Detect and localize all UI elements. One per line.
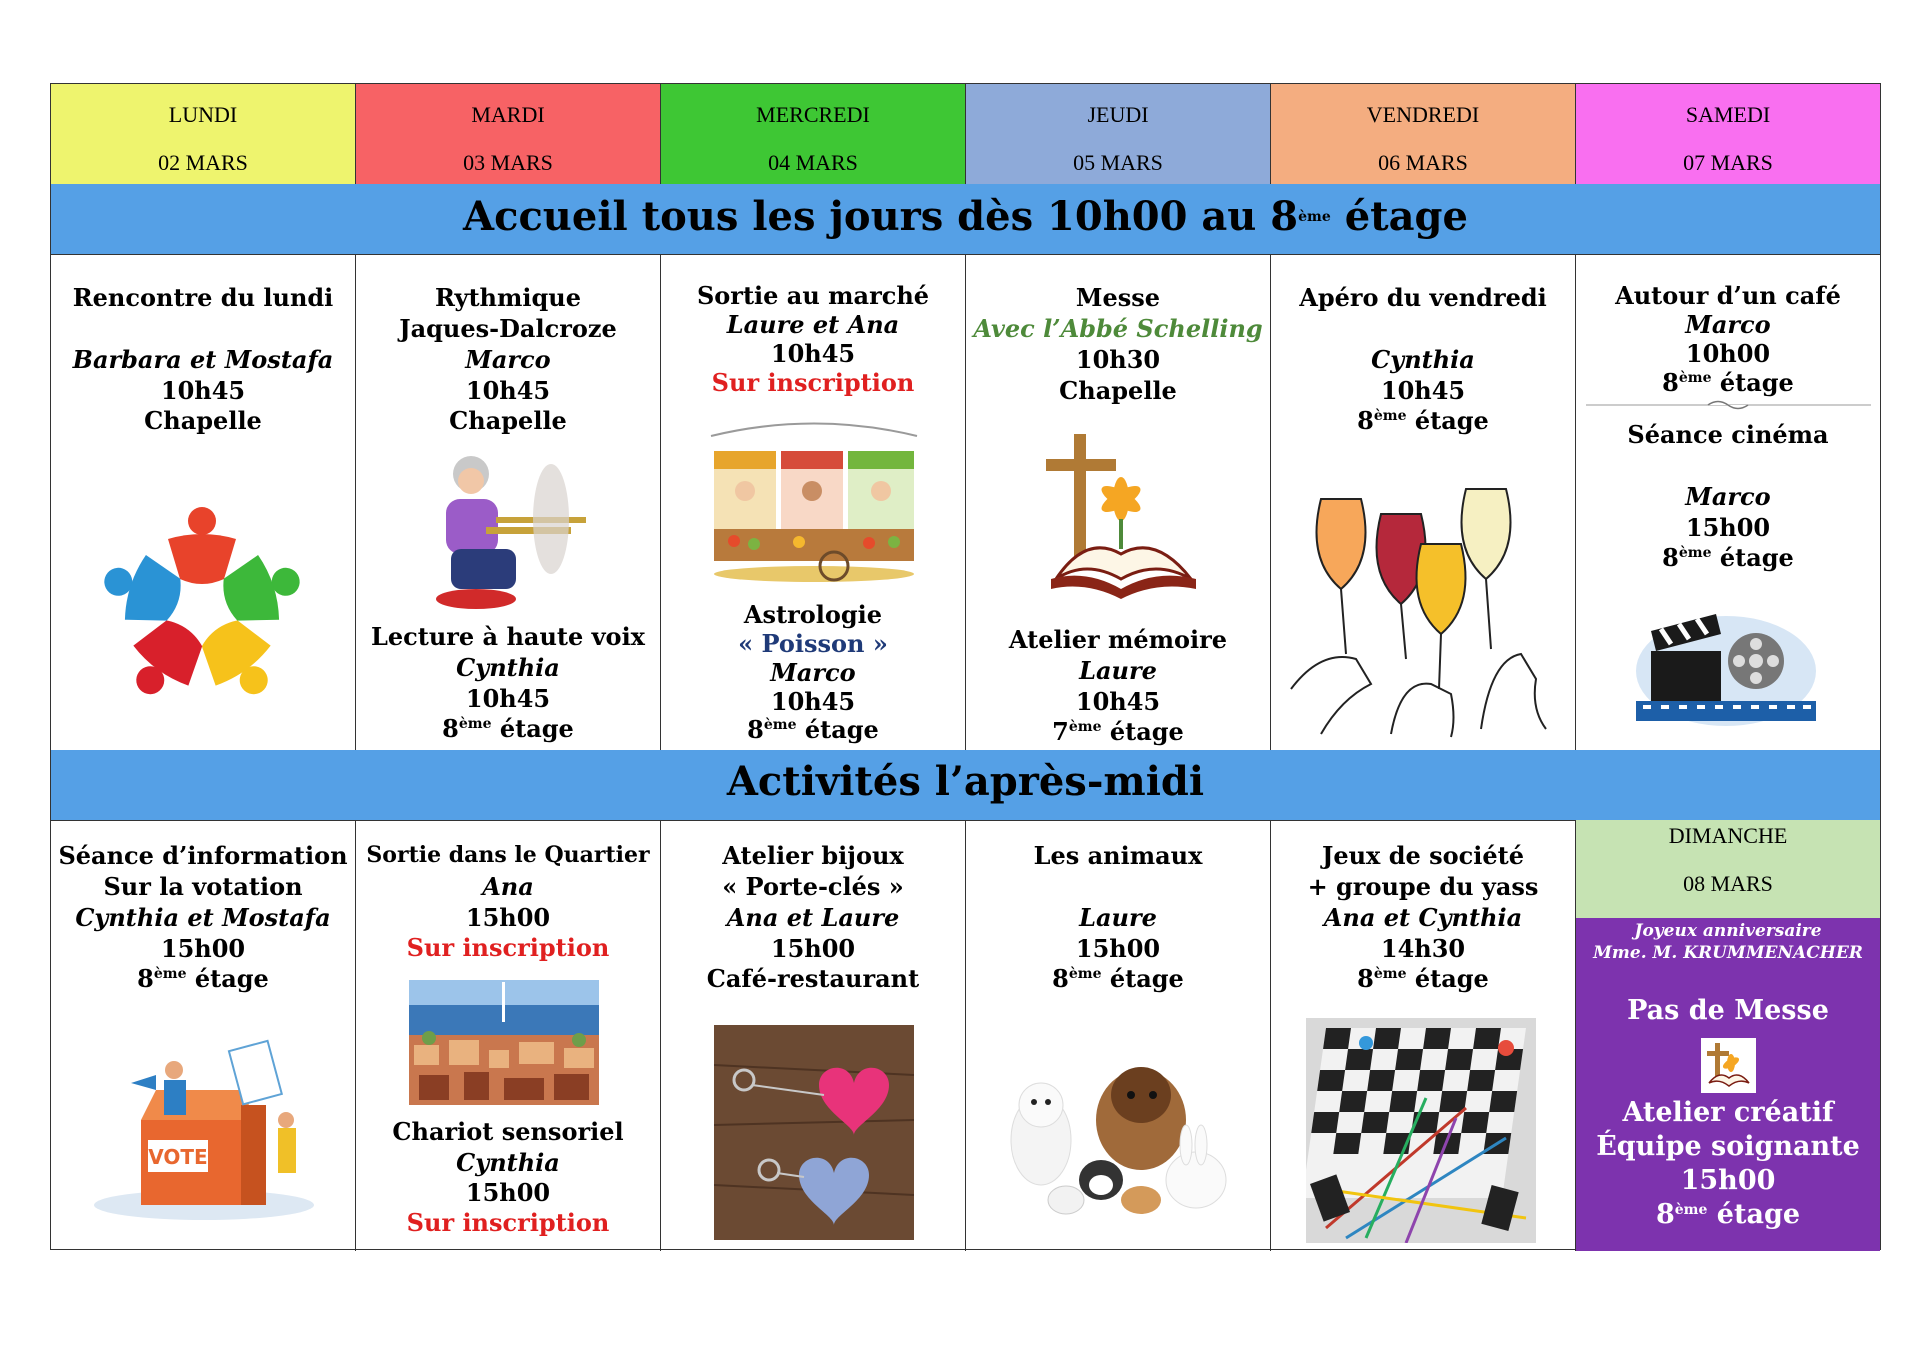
pets-animals-icon xyxy=(1001,1050,1236,1220)
floor-number: 8 xyxy=(1357,964,1374,993)
no-mass-notice: Pas de Messe xyxy=(1627,995,1829,1026)
activity-time: 10h45 xyxy=(160,376,246,405)
cross-bible-icon xyxy=(1036,429,1206,609)
vote-box-icon xyxy=(86,1035,321,1225)
superscript: ème xyxy=(1678,545,1712,561)
activity-floor xyxy=(1271,963,1575,994)
afternoon-thursday xyxy=(966,820,1271,1251)
activity-title-b: Chariot sensoriel xyxy=(392,1117,624,1146)
day-header-saturday xyxy=(1576,84,1880,184)
activity-host: Laure xyxy=(1079,903,1157,932)
day-date: 05 MARS xyxy=(1073,150,1163,175)
activity-floor xyxy=(51,963,355,994)
activity-time: 15h00 xyxy=(770,934,856,963)
cinema-clapperboard-icon xyxy=(1631,606,1821,731)
floor-number: 8 xyxy=(1357,406,1374,435)
floor-number: 8 xyxy=(442,714,459,743)
superscript: ème xyxy=(153,966,187,982)
superscript: ème xyxy=(1674,1202,1708,1218)
activity-host-b: Cynthia xyxy=(456,1148,560,1177)
activity-time: 15h00 xyxy=(1680,1165,1776,1196)
floor-suffix: étage xyxy=(1101,717,1184,746)
floor-suffix: étage xyxy=(1101,964,1184,993)
activity-title-line2: Jaques-Dalcroze xyxy=(399,314,617,343)
activity-place: Chapelle xyxy=(449,406,567,435)
morning-banner-text-end: étage xyxy=(1330,193,1468,240)
floor-suffix: étage xyxy=(1707,1199,1801,1230)
floor-number: 8 xyxy=(1655,1199,1675,1230)
day-date: 04 MARS xyxy=(768,150,858,175)
superscript: ème xyxy=(763,717,797,733)
activity-host: Laure et Ana xyxy=(726,310,900,339)
activity-subtitle-b: « Poisson » xyxy=(738,629,888,658)
activity-host: Marco xyxy=(1685,310,1771,339)
morning-thursday xyxy=(966,254,1271,750)
activity-place: Chapelle xyxy=(1059,376,1177,405)
day-date: 08 MARS xyxy=(1683,871,1773,896)
activity-title: Les animaux xyxy=(1033,841,1203,870)
activity-time: 15h00 xyxy=(160,934,246,963)
birthday-line1: Joyeux anniversaire xyxy=(1634,921,1822,941)
floor-suffix: étage xyxy=(1406,406,1489,435)
floor-suffix: étage xyxy=(1711,543,1794,572)
activity-time: 10h45 xyxy=(770,339,856,368)
activity-floor xyxy=(966,963,1270,994)
floor-suffix: étage xyxy=(1406,964,1489,993)
activity-host-b: Marco xyxy=(770,658,856,687)
activity-host-b: Laure xyxy=(1079,656,1157,685)
activity-title: Atelier bijoux xyxy=(722,841,904,870)
activity-time-b: 10h45 xyxy=(465,684,551,713)
morning-row xyxy=(51,254,1880,751)
floor-number: 8 xyxy=(1662,543,1679,572)
day-header-tuesday xyxy=(356,84,661,184)
day-header-row xyxy=(51,84,1880,185)
floor-suffix: étage xyxy=(796,715,879,744)
superscript: ème xyxy=(1068,966,1102,982)
activity-time: 10h45 xyxy=(1380,376,1466,405)
activity-time: 15h00 xyxy=(465,903,551,932)
activity-host: Équipe soignante xyxy=(1596,1131,1860,1162)
day-name: LUNDI xyxy=(168,102,238,127)
registration-note: Sur inscription xyxy=(711,368,915,397)
activity-subtitle: « Porte-clés » xyxy=(722,872,904,901)
day-date: 06 MARS xyxy=(1378,150,1468,175)
day-name: MERCREDI xyxy=(756,102,870,127)
activity-host: Ana et Laure xyxy=(726,903,900,932)
day-header-monday xyxy=(51,84,356,184)
day-header-friday xyxy=(1271,84,1576,184)
activity-host: Avec l’Abbé Schelling xyxy=(973,314,1263,343)
day-name: MARDI xyxy=(471,102,545,127)
board-games-icon xyxy=(1306,1018,1536,1243)
afternoon-friday xyxy=(1271,820,1576,1251)
activity-title-b: Séance cinéma xyxy=(1627,420,1829,449)
day-date: 02 MARS xyxy=(158,150,248,175)
afternoon-wednesday xyxy=(661,820,966,1251)
day-name: SAMEDI xyxy=(1685,102,1771,127)
activity-time: 10h30 xyxy=(1075,345,1161,374)
floor-suffix: étage xyxy=(1711,368,1794,397)
superscript: ème xyxy=(1373,408,1407,424)
geneva-cityscape-icon xyxy=(409,980,599,1105)
floor-number: 8 xyxy=(747,715,764,744)
activity-title: Sortie au marché xyxy=(696,281,930,310)
activity-time-b: 15h00 xyxy=(1685,513,1771,542)
superscript: ème xyxy=(458,716,492,732)
activity-place: Café-restaurant xyxy=(706,964,920,993)
activity-title: Atelier créatif xyxy=(1622,1097,1834,1128)
activity-title: Séance d’information xyxy=(58,841,348,870)
activity-host: Marco xyxy=(465,345,551,374)
activity-floor xyxy=(1576,1198,1880,1232)
activity-host: Barbara et Mostafa xyxy=(72,345,334,374)
floor-number: 8 xyxy=(1662,368,1679,397)
morning-saturday xyxy=(1576,254,1880,750)
activity-title-b: Lecture à haute voix xyxy=(370,622,645,651)
floor-number: 8 xyxy=(137,964,154,993)
superscript: ème xyxy=(1068,719,1102,735)
activity-time-b: 15h00 xyxy=(465,1178,551,1207)
floor-number: 8 xyxy=(1052,964,1069,993)
day-header-sunday xyxy=(1576,820,1880,919)
floor-suffix: étage xyxy=(186,964,269,993)
market-stalls-icon xyxy=(709,416,919,586)
day-header-wednesday xyxy=(661,84,966,184)
activity-floor-b xyxy=(966,716,1270,747)
morning-tuesday xyxy=(356,254,661,750)
activity-time-b: 10h45 xyxy=(770,687,856,716)
activity-floor xyxy=(1271,405,1575,436)
birthday-line2: Mme. M. KRUMMENACHER xyxy=(1593,943,1863,963)
heart-keychain-icon xyxy=(714,1025,914,1240)
afternoon-tuesday xyxy=(356,820,661,1251)
day-name: DIMANCHE xyxy=(1668,823,1788,848)
activity-title: Jeux de société xyxy=(1321,841,1525,870)
activity-time: 15h00 xyxy=(1075,934,1161,963)
activity-title: Sortie dans le Quartier xyxy=(366,842,650,868)
activity-time: 10h00 xyxy=(1685,339,1771,368)
vote-label: VOTE xyxy=(148,1145,208,1169)
activity-title-b: Atelier mémoire xyxy=(1008,625,1228,654)
day-name: JEUDI xyxy=(1087,102,1149,127)
activity-title-b: Astrologie xyxy=(743,600,883,629)
activity-place: Chapelle xyxy=(144,406,262,435)
floor-suffix: étage xyxy=(491,714,574,743)
superscript: ème xyxy=(1298,209,1331,225)
activity-floor-b xyxy=(356,713,660,744)
floor-number: 7 xyxy=(1052,717,1069,746)
activity-title: Rythmique xyxy=(434,283,581,312)
day-date: 07 MARS xyxy=(1683,150,1773,175)
activity-host-b: Marco xyxy=(1685,482,1771,511)
morning-monday xyxy=(51,254,356,750)
community-circle-icon xyxy=(91,499,313,719)
afternoon-monday xyxy=(51,820,356,1251)
activity-title: Messe xyxy=(1075,283,1161,312)
morning-friday xyxy=(1271,254,1576,750)
rhythmic-exercise-icon xyxy=(431,449,591,614)
activity-host: Cynthia et Mostafa xyxy=(75,903,331,932)
activity-subtitle: + groupe du yass xyxy=(1307,872,1539,901)
superscript: ème xyxy=(1678,370,1712,386)
activity-title: Rencontre du lundi xyxy=(72,283,334,312)
registration-note-b: Sur inscription xyxy=(406,1208,610,1237)
day-header-thursday xyxy=(966,84,1271,184)
activity-title: Apéro du vendredi xyxy=(1299,283,1547,312)
activity-floor-b xyxy=(661,714,965,745)
superscript: ème xyxy=(1373,966,1407,982)
morning-banner-text: Accueil tous les jours dès 10h00 au 8 xyxy=(463,193,1299,240)
activity-title: Autour d’un café xyxy=(1615,281,1841,310)
activity-time-b: 10h45 xyxy=(1075,687,1161,716)
activity-floor xyxy=(1576,367,1880,398)
activity-host: Cynthia xyxy=(1371,345,1475,374)
activity-host: Ana et Cynthia xyxy=(1323,903,1523,932)
morning-banner xyxy=(51,184,1880,255)
activity-time: 14h30 xyxy=(1380,934,1466,963)
afternoon-row xyxy=(51,820,1880,1251)
activity-host: Ana xyxy=(482,872,534,901)
weekly-schedule xyxy=(50,83,1881,1250)
activity-host-b: Cynthia xyxy=(456,653,560,682)
activity-floor-b xyxy=(1576,542,1880,573)
afternoon-banner: Activités l’après-midi xyxy=(51,750,1880,821)
wine-glasses-toast-icon xyxy=(1281,479,1566,739)
morning-wednesday xyxy=(661,254,966,750)
ornamental-divider xyxy=(1586,398,1871,412)
activity-title-line2: Sur la votation xyxy=(103,872,303,901)
sunday-panel xyxy=(1576,918,1880,1251)
registration-note: Sur inscription xyxy=(406,933,610,962)
cross-bible-icon xyxy=(1701,1038,1756,1093)
day-date: 03 MARS xyxy=(463,150,553,175)
activity-time: 10h45 xyxy=(465,376,551,405)
day-name: VENDREDI xyxy=(1366,102,1480,127)
afternoon-sunday xyxy=(1576,820,1880,1251)
